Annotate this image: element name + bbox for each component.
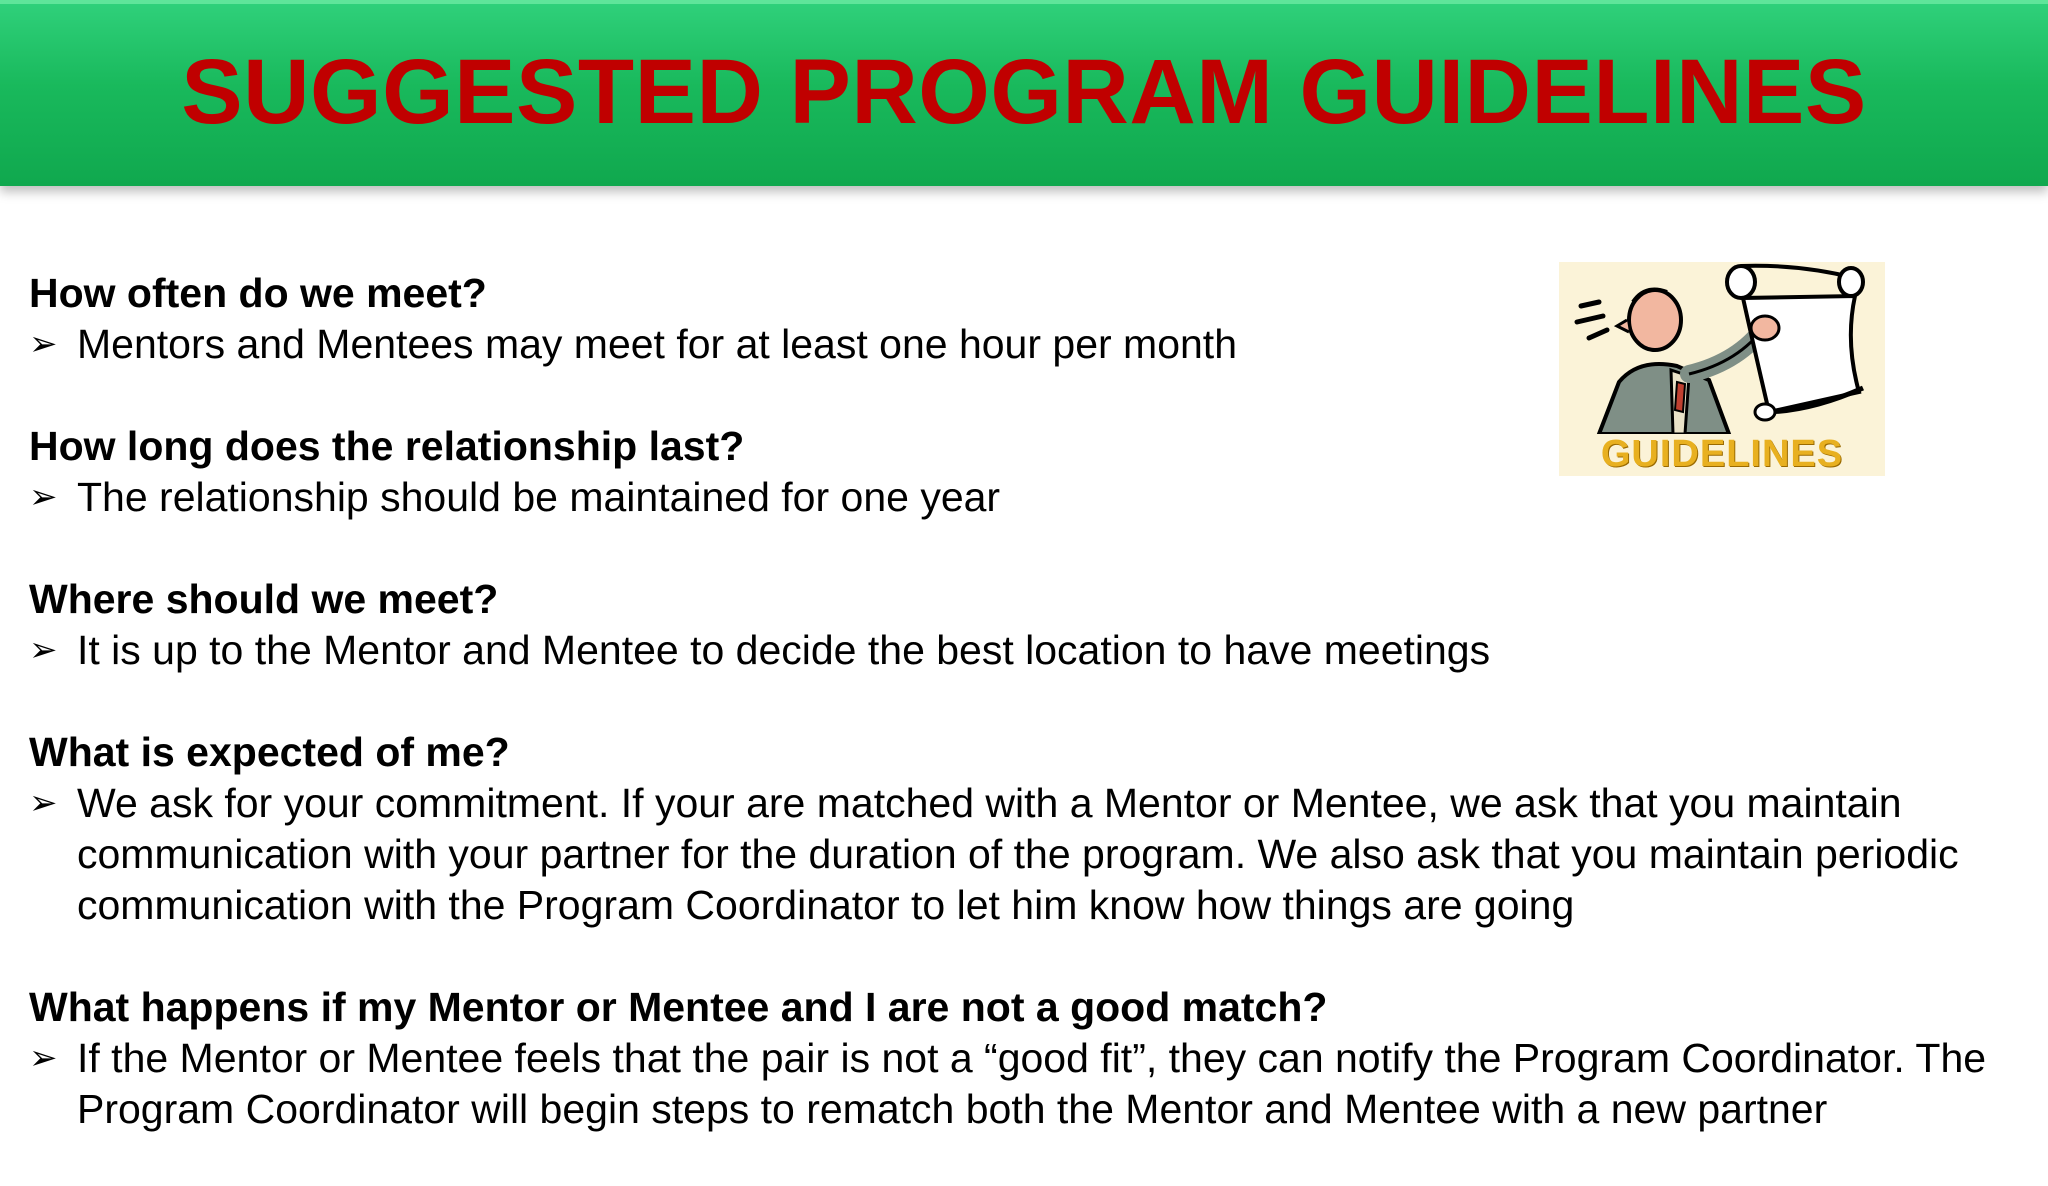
- section-meeting-location: [29, 574, 2009, 676]
- answer: The relationship should be maintained for one year: [77, 474, 1001, 520]
- answer-row: [29, 472, 2009, 523]
- answer: It is up to the Mentor and Mentee to decide the best location to have meetings: [77, 627, 1491, 673]
- arrow-bullet-icon: ➢: [29, 630, 58, 670]
- answer-row: [29, 778, 2009, 931]
- title-banner: [0, 0, 2048, 186]
- question: How often do we meet?: [29, 270, 487, 316]
- arrow-bullet-icon: ➢: [29, 1038, 58, 1078]
- graphic-label: GUIDELINES: [1600, 433, 1844, 475]
- guidelines-content: [29, 268, 2009, 1186]
- arrow-bullet-icon: ➢: [29, 477, 58, 517]
- question: Where should we meet?: [29, 576, 499, 622]
- answer-row: [29, 625, 2009, 676]
- answer-row: [29, 319, 2009, 370]
- question: What is expected of me?: [29, 729, 510, 775]
- section-meeting-frequency: [29, 268, 2009, 370]
- answer: We ask for your commitment. If your are matched with a Mentor or Mentee, we ask that you maintain communication with your partner for the duration of the program. We also ask that you maintain periodic communication with the Program Coordinator to let him know how things are going: [77, 780, 1959, 928]
- page-title: SUGGESTED PROGRAM GUIDELINES: [181, 41, 1867, 143]
- answer: Mentors and Mentees may meet for at least one hour per month: [77, 321, 1237, 367]
- answer-row: [29, 1033, 2009, 1135]
- section-bad-match: [29, 982, 2009, 1135]
- question: What happens if my Mentor or Mentee and I are not a good match?: [29, 984, 1328, 1030]
- answer: If the Mentor or Mentee feels that the pair is not a “good fit”, they can notify the Program Coordinator. The Program Coordinator will begin steps to rematch both the Mentor and Mentee with a new partner: [77, 1035, 1987, 1132]
- section-expectations: [29, 727, 2009, 931]
- arrow-bullet-icon: ➢: [29, 783, 58, 823]
- arrow-bullet-icon: ➢: [29, 324, 58, 364]
- question: How long does the relationship last?: [29, 423, 745, 469]
- section-relationship-length: [29, 421, 2009, 523]
